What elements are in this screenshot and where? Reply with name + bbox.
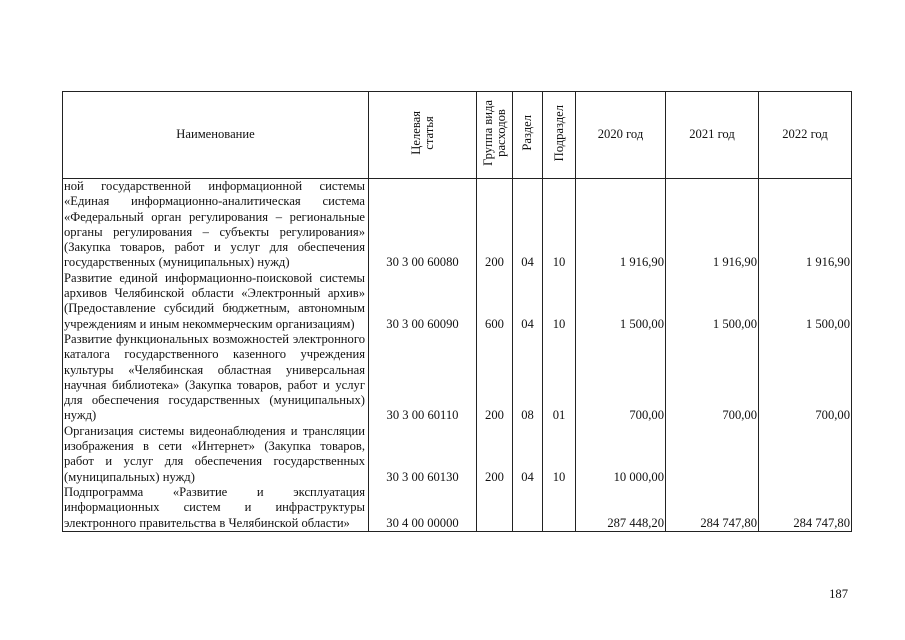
cell-subsection: 01 <box>543 332 576 424</box>
header-target-article: Целевая статья <box>369 92 477 179</box>
cell-target-article: 30 3 00 60130 <box>369 424 477 485</box>
cell-section: 08 <box>513 332 543 424</box>
cell-section: 04 <box>513 271 543 332</box>
cell-expense-group: 200 <box>477 424 513 485</box>
cell-name: Развитие единой информационно-поисковой системы архивов Челябинской области «Электронный архив» (Предоставление субсидий бюджетным, автономным учреждениям и иным некоммерческим организациям) <box>63 271 369 332</box>
cell-2022: 1 916,90 <box>759 179 852 271</box>
cell-2022 <box>759 424 852 485</box>
cell-expense-group <box>477 485 513 531</box>
cell-2021: 1 500,00 <box>666 271 759 332</box>
cell-2020: 1 500,00 <box>576 271 666 332</box>
cell-subsection: 10 <box>543 424 576 485</box>
header-2022: 2022 год <box>759 92 852 179</box>
budget-table <box>62 91 852 532</box>
cell-target-article: 30 4 00 00000 <box>369 485 477 531</box>
cell-2022: 284 747,80 <box>759 485 852 531</box>
header-2021: 2021 год <box>666 92 759 179</box>
page-number: 187 <box>829 587 848 601</box>
cell-expense-group: 200 <box>477 332 513 424</box>
cell-section: 04 <box>513 424 543 485</box>
cell-2021: 284 747,80 <box>666 485 759 531</box>
cell-2020: 287 448,20 <box>576 485 666 531</box>
cell-target-article: 30 3 00 60080 <box>369 179 477 271</box>
cell-subsection: 10 <box>543 271 576 332</box>
cell-expense-group: 200 <box>477 179 513 271</box>
cell-target-article: 30 3 00 60090 <box>369 271 477 332</box>
header-row <box>63 92 852 179</box>
header-expense-group: Группа вида расходов <box>477 92 513 179</box>
cell-2022: 700,00 <box>759 332 852 424</box>
header-subsection: Подраздел <box>543 92 576 179</box>
cell-name: ной государственной информационной системы «Единая информационно-аналитическая система «Федеральный орган регулирования – региональные органы регулирования – субъекты регулирования» (Закупка товаров, работ и услуг для обеспечения государственных (муниципальных) нужд) <box>63 179 369 271</box>
cell-2020: 700,00 <box>576 332 666 424</box>
cell-name: Развитие функциональных возможностей электронного каталога государственного казенного учреждения культуры «Челябинская областная универсальная научная библиотека» (Закупка товаров, работ и услуг для обеспечения государственных (муниципальных) нужд) <box>63 332 369 424</box>
table-row <box>63 424 852 485</box>
cell-2021 <box>666 424 759 485</box>
cell-target-article: 30 3 00 60110 <box>369 332 477 424</box>
cell-2020: 10 000,00 <box>576 424 666 485</box>
table-row <box>63 179 852 271</box>
cell-name: Подпрограмма «Развитие и эксплуатация информационных систем и инфраструктуры электронного правительства в Челябинской области» <box>63 485 369 531</box>
table-row <box>63 485 852 531</box>
cell-name: Организация системы видеонаблюдения и трансляции изображения в сети «Интернет» (Закупка товаров, работ и услуг для обеспечения государственных (муниципальных) нужд) <box>63 424 369 485</box>
cell-2021: 1 916,90 <box>666 179 759 271</box>
table-row <box>63 332 852 424</box>
cell-2021: 700,00 <box>666 332 759 424</box>
cell-expense-group: 600 <box>477 271 513 332</box>
cell-subsection: 10 <box>543 179 576 271</box>
cell-2020: 1 916,90 <box>576 179 666 271</box>
header-name: Наименование <box>63 92 369 179</box>
header-section: Раздел <box>513 92 543 179</box>
cell-section <box>513 485 543 531</box>
cell-subsection <box>543 485 576 531</box>
cell-section: 04 <box>513 179 543 271</box>
table-row <box>63 271 852 332</box>
header-2020: 2020 год <box>576 92 666 179</box>
cell-2022: 1 500,00 <box>759 271 852 332</box>
